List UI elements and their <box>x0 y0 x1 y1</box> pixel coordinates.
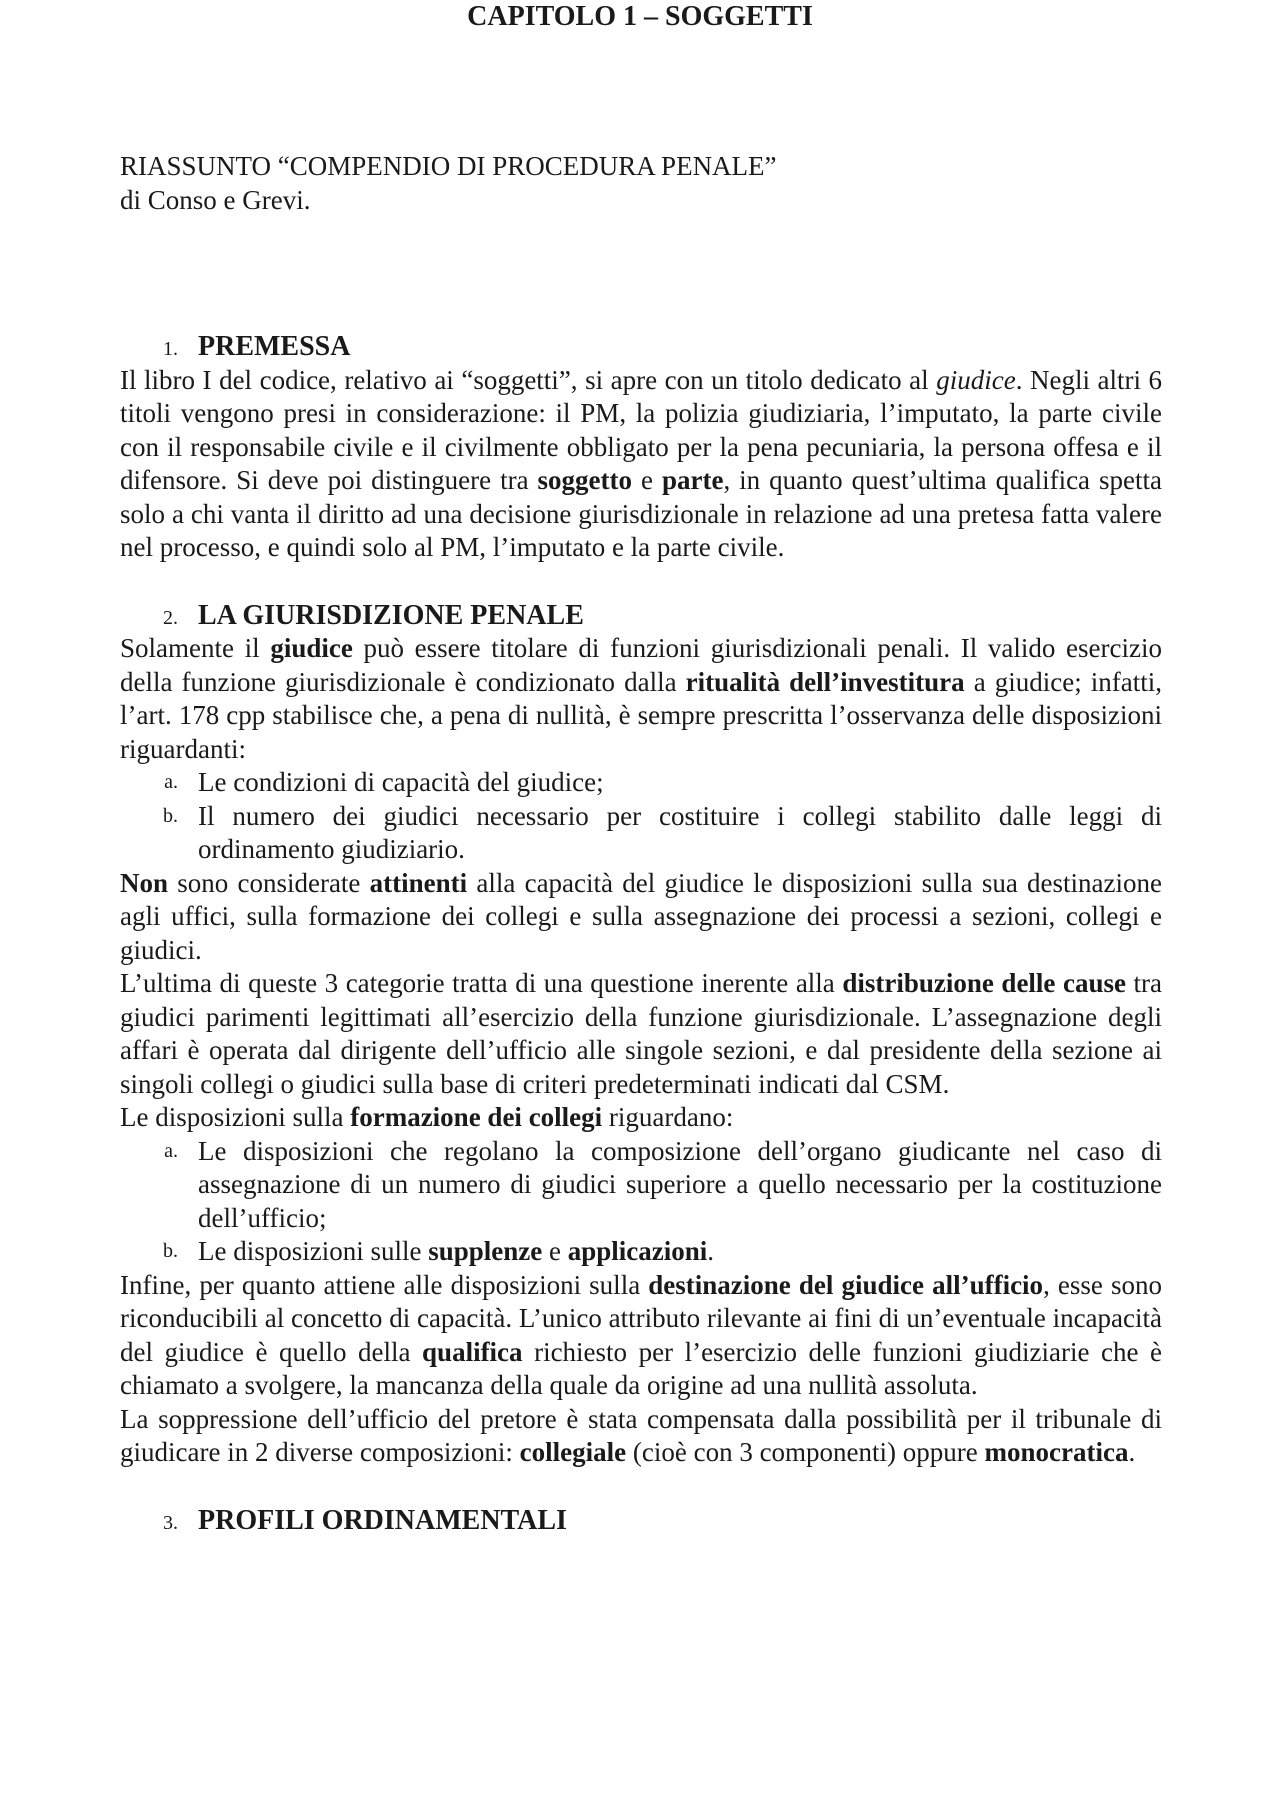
paragraph-formazione: Le disposizioni sulla formazione dei collegi riguardano: <box>120 1102 734 1132</box>
section-heading-premessa <box>120 330 1162 364</box>
list-text: Le disposizioni che regolano la composizione dell’organo giudicante nel caso di assegnazione di un numero di giudici superiore a quello necessario per la costituzione dell’ufficio; <box>198 1135 1162 1233</box>
section-title: LA GIURISDIZIONE PENALE <box>198 599 584 631</box>
paragraph-premessa: Il libro I del codice, relativo ai “soggetti”, si apre con un titolo dedicato al giudice. Negli altri 6 titoli vengono presi in considerazione: il PM, la polizia giudiziaria, l’imputato, la parte civile con il responsabile civile e il civilmente obbligato per la pena pecuniaria, la persona offesa e il difensore. Si deve poi distinguere tra soggetto e parte, in quanto quest’ultima qualifica spetta solo a chi vanta il diritto ad una decisione giurisdizionale in relazione ad una pretesa fatta valere nel processo, e quindi solo al PM, l’imputato e la parte civile. <box>120 364 1162 562</box>
paragraph-destinazione: Infine, per quanto attiene alle disposizioni sulla destinazione del giudice all’ufficio, esse sono riconducibili al concetto di capacità. L’unico attributo rilevante ai fini di un’eventuale incapacità del giudice è quello della qualifica richiesto per l’esercizio delle funzioni giudiziarie che è chiamato a svolgere, la mancanza della quale da origine ad una nullità assoluta. <box>120 1269 1162 1400</box>
section-heading-giurisdizione <box>120 599 1162 633</box>
list-text: Il numero dei giudici necessario per costituire i collegi stabilito dalle leggi di ordinamento giudiziario. <box>198 800 1162 864</box>
chapter-heading <box>0 0 1280 34</box>
list-marker: b. <box>163 804 178 827</box>
paragraph-giurisdizione-intro: Solamente il giudice può essere titolare di funzioni giurisdizionali penali. Il valido esercizio della funzione giurisdizionale è condizionato dalla ritualità dell’investitura a giudice; infatti, l’art. 178 cpp stabilisce che, a pena di nullità, è sempre prescritta l’osservanza delle disposizioni riguardanti: <box>120 633 1162 764</box>
spacer <box>120 1470 1162 1504</box>
section-heading-profili <box>120 1504 1162 1538</box>
document-title: RIASSUNTO “COMPENDIO DI PROCEDURA PENALE” <box>120 151 777 181</box>
list-marker: a. <box>164 771 178 793</box>
paragraph-distribuzione: L’ultima di queste 3 categorie tratta di una questione inerente alla distribuzione delle cause tra giudici parimenti legittimati all’esercizio della funzione giurisdizionale. L’assegnazione degli affari è operata dal dirigente dell’ufficio alle singole sezioni, e dal presidente della sezione ai singoli collegi o giudici sulla base di criteri predeterminati indicati dal CSM. <box>120 968 1162 1099</box>
chapter-title: CAPITOLO 1 – SOGGETTI <box>467 1 813 32</box>
paragraph-non-attinenti: Non sono considerate attinenti alla capacità del giudice le disposizioni sulla sua destinazione agli uffici, sulla formazione dei collegi e sulla assegnazione dei processi a sezioni, collegi e giudici. <box>120 867 1162 965</box>
list-marker: a. <box>164 1139 178 1162</box>
list-item <box>120 800 1162 867</box>
paragraph-pretore: La soppressione dell’ufficio del pretore è stata compensata dalla possibilità per il tribunale di giudicare in 2 diverse composizioni: collegiale (cioè con 3 componenti) oppure monocratica. <box>120 1403 1162 1467</box>
list-text: Le condizioni di capacità del giudice; <box>198 767 604 797</box>
document-header <box>120 150 1162 217</box>
list-text: Le disposizioni sulle supplenze e applicazioni. <box>198 1236 715 1266</box>
bold-soggetto: soggetto <box>537 465 633 495</box>
list-marker: b. <box>163 1240 178 1262</box>
document-body <box>120 330 1162 1537</box>
section-number: 2. <box>163 606 178 629</box>
bold-parte: parte <box>661 465 724 495</box>
section-title: PROFILI ORDINAMENTALI <box>198 1504 567 1536</box>
spacer <box>120 565 1162 599</box>
list-item <box>120 1135 1162 1236</box>
section-title: PREMESSA <box>198 331 351 362</box>
list-item <box>120 1235 1162 1269</box>
section-number: 1. <box>163 338 178 360</box>
emphasis-giudice: giudice <box>936 364 1016 395</box>
section-number: 3. <box>163 1511 178 1534</box>
document-authors: di Conso e Grevi. <box>120 184 311 215</box>
list-item <box>120 766 1162 800</box>
